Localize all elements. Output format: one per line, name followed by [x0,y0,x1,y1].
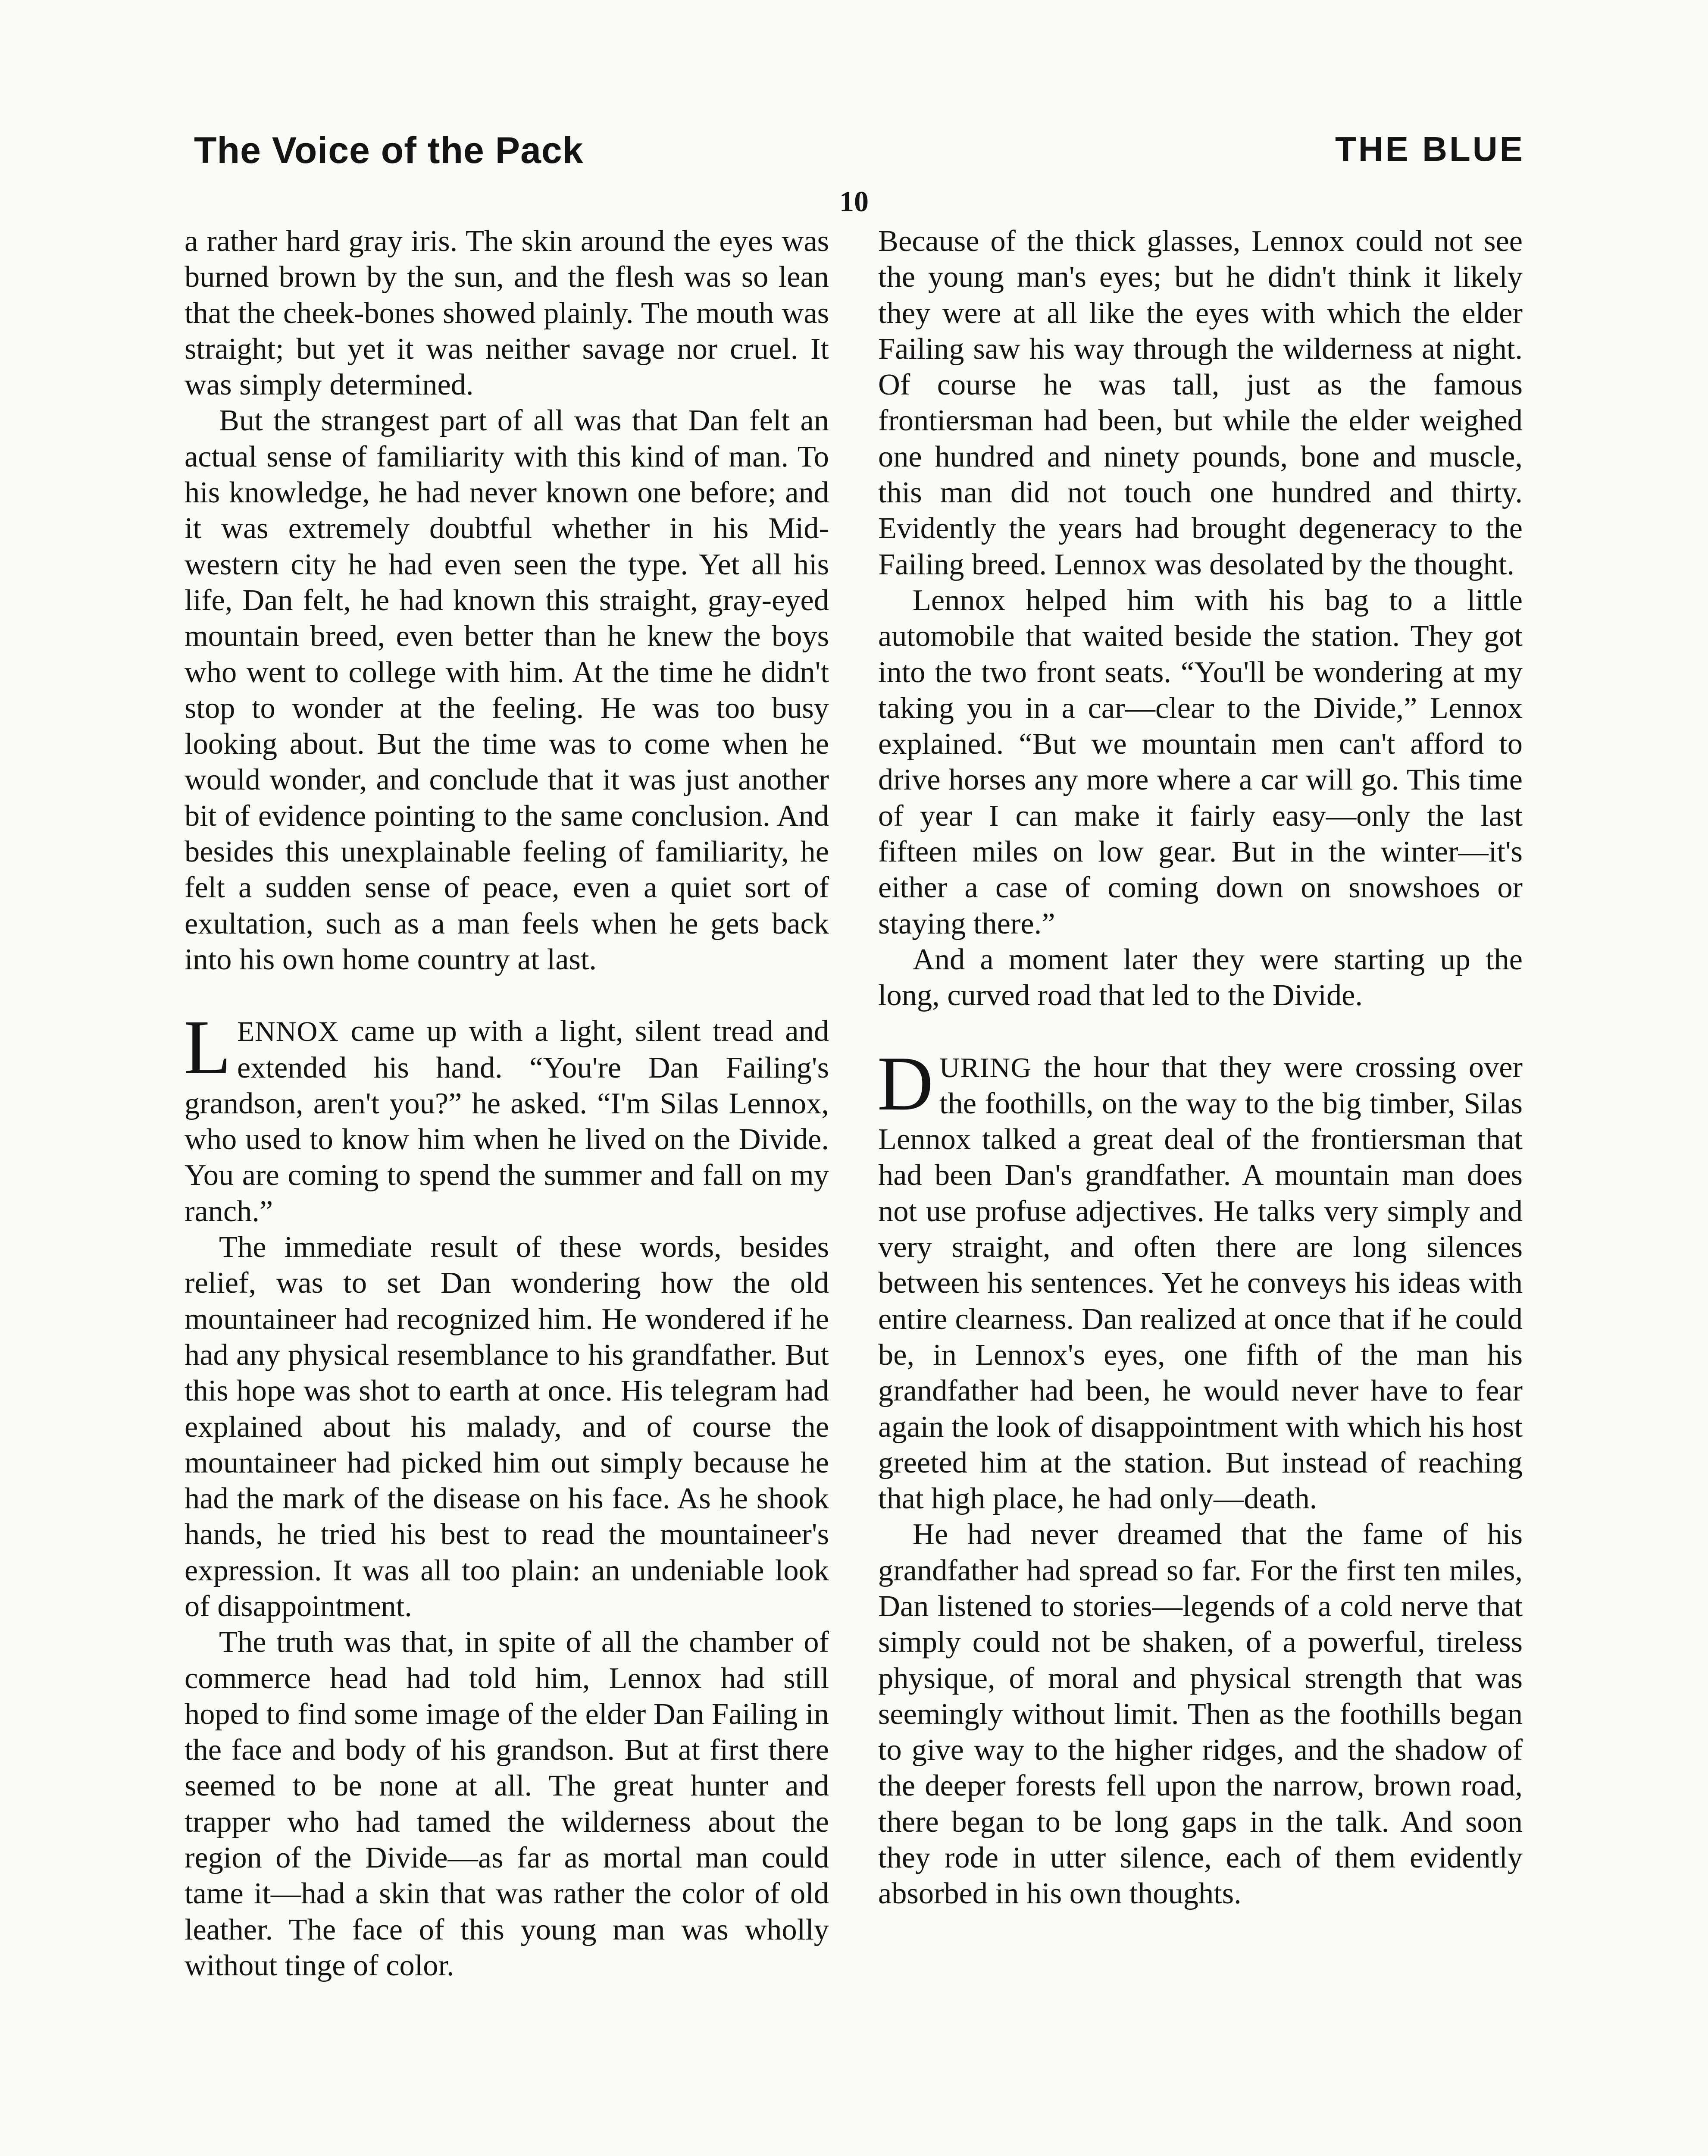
paragraph-text: the hour that they were crossing over the foothills, on the way to the big timber, Silas Lennox talked a great deal of the frontiersman that had been Dan's grandfather. A mountain man does not use profuse adjectives. He talks very simply and very straight, and often there are long silences between his sentences. Yet he conveys his ideas with entire clearness. Dan realized at once that if he could be, in Lennox's eyes, one fifth of the man his grandfather had been, he would never have to fear again the look of disappointment with which his host greeted him at the station. But instead of reaching that high place, he had only—death. [878,1050,1523,1516]
story-title: The Voice of the Pack [194,130,584,171]
paragraph: Because of the thick glasses, Lennox could not see the young man's eyes; but he didn't think it likely they were at all like the eyes with which the elder Failing saw his way through the wilderness at night. Of course he was tall, just as the famous frontiersman had been, but while the elder weighed one hundred and ninety pounds, bone and muscle, this man did not touch one hundred and thirty. Evidently the years had brought degeneracy to the Failing breed. Lennox was desolated by the thought. [878,224,1523,581]
section-paragraph [184,1004,829,1229]
paragraph: And a moment later they were starting up the long, curved road that led to the Divide. [878,942,1523,1012]
page-number: 10 [839,185,869,218]
lead-in-word: URING [939,1052,1032,1084]
right-column [878,223,1523,1912]
paragraph: But the strangest part of all was that Dan felt an actual sense of familiarity with this kind of man. To his knowledge, he had never known one before; and it was extremely doubtful whether in his Mid-western city he had even seen the type. Yet all his life, Dan felt, he had known this straight, gray-eyed mountain breed, even better than he knew the boys who went to college with him. At the time he didn't stop to wonder at the feeling. He was too busy looking about. But the time was to come when he would wonder, and conclude that it was just another bit of evidence pointing to the same conclusion. And besides this unexplainable feeling of familiarity, he felt a sudden sense of peace, even a quiet sort of exultation, such as a man feels when he gets back into his own home country at last. [185,404,829,976]
paragraph: He had never dreamed that the fame of his grandfather had spread so far. For the first ten miles, Dan listened to stories—legends of a cold nerve that simply could not be shaken, of a powerful, tireless physique, of moral and physical strength that was seemingly without limit. Then as the foothills began to give way to the higher ridges, and the shadow of the deeper forests fell upon the narrow, brown road, there began to be long gaps in the talk. And soon they rode in utter silence, each of them evidently absorbed in his own thoughts. [878,1517,1523,1911]
paragraph: a rather hard gray iris. The skin around the eyes was burned brown by the sun, and the flesh was so lean that the cheek-bones showed plainly. The mouth was straight; but yet it was neither savage nor cruel. It was simply determined. [185,224,829,402]
paragraph: The immediate result of these words, besides relief, was to set Dan wondering how the old mountaineer had recognized him. He wondered if he had any physical resemblance to his grandfather. But this hope was shot to earth at once. His telegram had explained about his malady, and of course the mountaineer had picked him out simply because he had the mark of the disease on his face. As he shook hands, he tried his best to read the mountaineer's expression. It was all too plain: an undeniable look of disappointment. [185,1230,829,1623]
paragraph: Lennox helped him with his bag to a little automobile that waited beside the station. They got into the two front seats. “You'll be wondering at my taking you in a car—clear to the Divide,” Lennox explained. “But we mountain men can't afford to drive horses any more where a car will go. This time of year I can make it fairly easy—only the last fifteen miles on low gear. But in the winter—it's either a case of coming down on snowshoes or staying there.” [878,583,1523,940]
section-paragraph [877,1040,1523,1517]
left-column [185,223,829,1984]
drop-cap: D [877,1040,933,1126]
paragraph-text: came up with a light, silent tread and extended his hand. “You're Dan Failing's grandson, aren't you?” he asked. “I'm Silas Lennox, who used to know him when he lived on the Divide. You are coming to spend the summer and fall on my ranch.” [185,1014,829,1228]
lead-in-word: ENNOX [237,1016,339,1048]
paragraph: The truth was that, in spite of all the chamber of commerce head had told him, Lennox had still hoped to find some image of the elder Dan Failing in the face and body of his grandson. But at first there seemed to be none at all. The great hunter and trapper who had tamed the wilderness about the region of the Divide—as far as mortal man could tame it—had a skin that was rather the color of old leather. The face of this young man was wholly without tinge of color. [185,1625,829,1982]
magazine-title: THE BLUE [1335,130,1525,168]
drop-cap: L [184,1004,231,1091]
